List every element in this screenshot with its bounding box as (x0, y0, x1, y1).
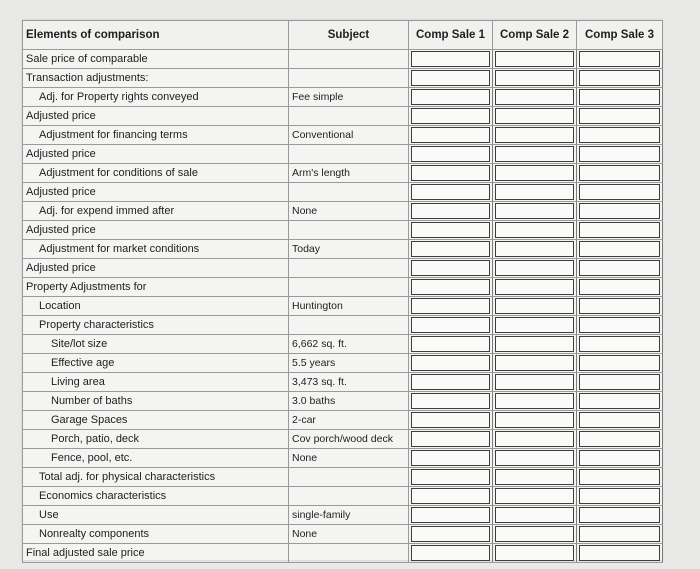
comp-sale-2-cell (493, 506, 577, 525)
comp-sale-1-cell (409, 316, 493, 335)
comp-sale-3-input[interactable] (579, 336, 660, 352)
comp-sale-1-cell (409, 468, 493, 487)
row-label: Adjusted price (23, 145, 289, 164)
subject-value: Huntington (289, 297, 409, 316)
comp-sale-1-input[interactable] (411, 526, 490, 542)
comp-sale-3-cell (577, 107, 663, 126)
comp-sale-2-cell (493, 354, 577, 373)
table-row (23, 544, 663, 563)
subject-value (289, 145, 409, 164)
row-label: Sale price of comparable (23, 50, 289, 69)
comp-sale-2-input[interactable] (495, 507, 574, 523)
comp-sale-2-input[interactable] (495, 526, 574, 542)
comp-sale-1-cell (409, 278, 493, 297)
table-row (23, 506, 663, 525)
row-label: Adj. for expend immed after (23, 202, 289, 221)
subject-value: Conventional (289, 126, 409, 145)
subject-value: 6,662 sq. ft. (289, 335, 409, 354)
comp-sale-1-input[interactable] (411, 260, 490, 276)
table-row (23, 392, 663, 411)
comp-sale-1-input[interactable] (411, 203, 490, 219)
row-label: Property Adjustments for (23, 278, 289, 297)
subject-value (289, 316, 409, 335)
comp-sale-2-input[interactable] (495, 298, 574, 314)
table-row (23, 50, 663, 69)
comp-sale-3-input[interactable] (579, 165, 660, 181)
comp-sale-2-cell (493, 278, 577, 297)
comp-sale-1-cell (409, 506, 493, 525)
header-row (23, 21, 663, 50)
grid-body (23, 50, 663, 563)
comp-sale-2-input[interactable] (495, 165, 574, 181)
comp-sale-3-input[interactable] (579, 507, 660, 523)
subject-value: single-family (289, 506, 409, 525)
table-row (23, 145, 663, 164)
comp-sale-2-cell (493, 221, 577, 240)
comp-sale-2-input[interactable] (495, 146, 574, 162)
comp-sale-3-cell (577, 202, 663, 221)
comp-sale-2-input[interactable] (495, 127, 574, 143)
row-label: Use (23, 506, 289, 525)
subject-value (289, 69, 409, 88)
comp-sale-1-cell (409, 392, 493, 411)
subject-value: Arm's length (289, 164, 409, 183)
comp-sale-2-cell (493, 411, 577, 430)
table-row (23, 373, 663, 392)
comp-sale-2-input[interactable] (495, 488, 574, 504)
subject-value: Cov porch/wood deck (289, 430, 409, 449)
comp-sale-3-cell (577, 506, 663, 525)
row-label: Nonrealty components (23, 525, 289, 544)
row-label: Effective age (23, 354, 289, 373)
comp-sale-3-input[interactable] (579, 526, 660, 542)
comp-sale-3-cell (577, 373, 663, 392)
comp-sale-1-input[interactable] (411, 70, 490, 86)
table-row (23, 487, 663, 506)
comp-sale-3-cell (577, 411, 663, 430)
comp-sale-3-cell (577, 278, 663, 297)
comp-sale-2-cell (493, 126, 577, 145)
comp-sale-1-input[interactable] (411, 507, 490, 523)
comp-sale-1-input[interactable] (411, 431, 490, 447)
comp-sale-1-input[interactable] (411, 184, 490, 200)
comp-sale-2-input[interactable] (495, 70, 574, 86)
comp-sale-3-input[interactable] (579, 260, 660, 276)
row-label: Adj. for Property rights conveyed (23, 88, 289, 107)
comp-sale-1-cell (409, 88, 493, 107)
comp-sale-3-input[interactable] (579, 450, 660, 466)
comp-sale-2-cell (493, 392, 577, 411)
comp-sale-2-cell (493, 335, 577, 354)
comp-sale-1-cell (409, 259, 493, 278)
subject-value (289, 468, 409, 487)
comp-sale-3-input[interactable] (579, 70, 660, 86)
comp-sale-2-cell (493, 297, 577, 316)
worksheet (22, 20, 662, 560)
comp-sale-1-input[interactable] (411, 355, 490, 371)
comp-sale-3-input[interactable] (579, 488, 660, 504)
comp-sale-3-input[interactable] (579, 412, 660, 428)
comp-sale-2-input[interactable] (495, 241, 574, 257)
comp-sale-2-input[interactable] (495, 184, 574, 200)
comp-sale-2-cell (493, 240, 577, 259)
comp-sale-1-cell (409, 183, 493, 202)
comp-sale-3-input[interactable] (579, 146, 660, 162)
table-row (23, 164, 663, 183)
comp-sale-2-cell (493, 50, 577, 69)
comp-sale-3-cell (577, 183, 663, 202)
table-row (23, 202, 663, 221)
comp-sale-1-cell (409, 525, 493, 544)
row-label: Location (23, 297, 289, 316)
comp-sale-3-input[interactable] (579, 431, 660, 447)
comp-sale-1-cell (409, 354, 493, 373)
comp-sale-1-cell (409, 430, 493, 449)
row-label: Property characteristics (23, 316, 289, 335)
comp-sale-3-cell (577, 316, 663, 335)
table-row (23, 335, 663, 354)
table-row (23, 525, 663, 544)
table-row (23, 297, 663, 316)
table-row (23, 430, 663, 449)
comp-sale-2-input[interactable] (495, 108, 574, 124)
subject-value: Today (289, 240, 409, 259)
comp-sale-2-cell (493, 107, 577, 126)
subject-value: 3.0 baths (289, 392, 409, 411)
table-row (23, 411, 663, 430)
comp-sale-2-input[interactable] (495, 89, 574, 105)
subject-value: Fee simple (289, 88, 409, 107)
comp-sale-3-cell (577, 145, 663, 164)
row-label: Adjustment for conditions of sale (23, 164, 289, 183)
comp-sale-3-input[interactable] (579, 317, 660, 333)
header-comp-sale-3: Comp Sale 3 (577, 21, 663, 50)
comp-sale-3-cell (577, 259, 663, 278)
row-label: Adjusted price (23, 221, 289, 240)
comp-sale-2-cell (493, 88, 577, 107)
subject-value (289, 107, 409, 126)
comp-sale-2-cell (493, 259, 577, 278)
subject-value (289, 278, 409, 297)
comp-sale-3-cell (577, 221, 663, 240)
table-row (23, 183, 663, 202)
comp-sale-1-input[interactable] (411, 393, 490, 409)
comp-sale-1-input[interactable] (411, 108, 490, 124)
comp-sale-1-input[interactable] (411, 165, 490, 181)
comp-sale-1-input[interactable] (411, 412, 490, 428)
table-row (23, 88, 663, 107)
subject-value (289, 221, 409, 240)
comp-sale-2-input[interactable] (495, 51, 574, 67)
comp-sale-1-input[interactable] (411, 51, 490, 67)
comp-sale-1-input[interactable] (411, 298, 490, 314)
row-label: Adjusted price (23, 259, 289, 278)
comp-sale-3-cell (577, 88, 663, 107)
row-label: Adjustment for market conditions (23, 240, 289, 259)
header-elements: Elements of comparison (23, 21, 289, 50)
comp-sale-1-cell (409, 373, 493, 392)
comp-sale-3-cell (577, 525, 663, 544)
comp-sale-1-input[interactable] (411, 545, 490, 561)
subject-value (289, 544, 409, 563)
comp-sale-3-input[interactable] (579, 108, 660, 124)
comp-sale-3-input[interactable] (579, 393, 660, 409)
table-row (23, 240, 663, 259)
comp-sale-3-input[interactable] (579, 298, 660, 314)
comp-sale-3-input[interactable] (579, 203, 660, 219)
header-comp-sale-2: Comp Sale 2 (493, 21, 577, 50)
comp-sale-2-cell (493, 316, 577, 335)
comp-sale-1-input[interactable] (411, 146, 490, 162)
table-row (23, 316, 663, 335)
comp-sale-1-input[interactable] (411, 374, 490, 390)
comp-sale-3-input[interactable] (579, 51, 660, 67)
comp-sale-1-cell (409, 487, 493, 506)
comp-sale-2-input[interactable] (495, 431, 574, 447)
comp-sale-1-cell (409, 50, 493, 69)
subject-value (289, 259, 409, 278)
comp-sale-2-cell (493, 525, 577, 544)
comp-sale-1-cell (409, 202, 493, 221)
comp-sale-2-cell (493, 164, 577, 183)
row-label: Adjusted price (23, 107, 289, 126)
comp-sale-1-cell (409, 544, 493, 563)
comp-sale-3-input[interactable] (579, 279, 660, 295)
comp-sale-3-cell (577, 544, 663, 563)
comp-sale-3-cell (577, 430, 663, 449)
comp-sale-3-input[interactable] (579, 241, 660, 257)
comp-sale-2-input[interactable] (495, 279, 574, 295)
comp-sale-1-cell (409, 297, 493, 316)
table-row (23, 221, 663, 240)
comp-sale-2-cell (493, 69, 577, 88)
comp-sale-2-input[interactable] (495, 469, 574, 485)
comp-sale-1-cell (409, 164, 493, 183)
comp-sale-2-cell (493, 202, 577, 221)
header-subject: Subject (289, 21, 409, 50)
row-label: Adjustment for financing terms (23, 126, 289, 145)
comp-sale-2-cell (493, 449, 577, 468)
comp-sale-1-input[interactable] (411, 317, 490, 333)
comp-sale-2-input[interactable] (495, 393, 574, 409)
row-label: Total adj. for physical characteristics (23, 468, 289, 487)
comp-sale-1-cell (409, 107, 493, 126)
comp-sale-1-input[interactable] (411, 127, 490, 143)
comp-sale-1-cell (409, 240, 493, 259)
comp-sale-2-input[interactable] (495, 545, 574, 561)
comp-sale-1-cell (409, 69, 493, 88)
comp-sale-2-cell (493, 430, 577, 449)
row-label: Living area (23, 373, 289, 392)
comp-sale-1-cell (409, 411, 493, 430)
row-label: Porch, patio, deck (23, 430, 289, 449)
comp-sale-3-input[interactable] (579, 222, 660, 238)
comp-sale-1-cell (409, 126, 493, 145)
comp-sale-2-input[interactable] (495, 203, 574, 219)
comparison-grid (22, 20, 663, 563)
row-label: Adjusted price (23, 183, 289, 202)
comp-sale-3-input[interactable] (579, 127, 660, 143)
comp-sale-3-cell (577, 449, 663, 468)
comp-sale-2-cell (493, 487, 577, 506)
comp-sale-3-input[interactable] (579, 374, 660, 390)
comp-sale-3-cell (577, 126, 663, 145)
comp-sale-3-cell (577, 240, 663, 259)
row-label: Number of baths (23, 392, 289, 411)
subject-value (289, 50, 409, 69)
comp-sale-3-cell (577, 164, 663, 183)
comp-sale-2-input[interactable] (495, 260, 574, 276)
comp-sale-2-cell (493, 145, 577, 164)
comp-sale-1-cell (409, 449, 493, 468)
subject-value: 3,473 sq. ft. (289, 373, 409, 392)
comp-sale-2-input[interactable] (495, 317, 574, 333)
comp-sale-3-cell (577, 335, 663, 354)
comp-sale-3-cell (577, 50, 663, 69)
comp-sale-1-cell (409, 145, 493, 164)
comp-sale-3-input[interactable] (579, 355, 660, 371)
comp-sale-3-cell (577, 69, 663, 88)
comp-sale-2-cell (493, 468, 577, 487)
comp-sale-2-cell (493, 373, 577, 392)
comp-sale-2-input[interactable] (495, 450, 574, 466)
row-label: Final adjusted sale price (23, 544, 289, 563)
comp-sale-1-input[interactable] (411, 222, 490, 238)
subject-value: 2-car (289, 411, 409, 430)
comp-sale-1-input[interactable] (411, 450, 490, 466)
comp-sale-3-input[interactable] (579, 469, 660, 485)
row-label: Transaction adjustments: (23, 69, 289, 88)
subject-value: None (289, 202, 409, 221)
comp-sale-1-input[interactable] (411, 336, 490, 352)
comp-sale-1-input[interactable] (411, 488, 490, 504)
table-row (23, 107, 663, 126)
table-row (23, 449, 663, 468)
comp-sale-2-input[interactable] (495, 374, 574, 390)
comp-sale-2-input[interactable] (495, 336, 574, 352)
subject-value: None (289, 449, 409, 468)
comp-sale-3-cell (577, 354, 663, 373)
comp-sale-3-cell (577, 297, 663, 316)
comp-sale-3-input[interactable] (579, 89, 660, 105)
comp-sale-2-input[interactable] (495, 222, 574, 238)
subject-value (289, 183, 409, 202)
row-label: Garage Spaces (23, 411, 289, 430)
comp-sale-2-input[interactable] (495, 412, 574, 428)
table-row (23, 259, 663, 278)
subject-value (289, 487, 409, 506)
comp-sale-2-cell (493, 183, 577, 202)
table-row (23, 468, 663, 487)
comp-sale-3-input[interactable] (579, 184, 660, 200)
comp-sale-1-input[interactable] (411, 89, 490, 105)
comp-sale-1-input[interactable] (411, 279, 490, 295)
comp-sale-1-cell (409, 221, 493, 240)
comp-sale-2-cell (493, 544, 577, 563)
row-label: Economics characteristics (23, 487, 289, 506)
comp-sale-1-cell (409, 335, 493, 354)
subject-value: 5.5 years (289, 354, 409, 373)
table-row (23, 69, 663, 88)
comp-sale-3-cell (577, 487, 663, 506)
comp-sale-3-cell (577, 392, 663, 411)
comp-sale-3-cell (577, 468, 663, 487)
comp-sale-1-input[interactable] (411, 469, 490, 485)
comp-sale-3-input[interactable] (579, 545, 660, 561)
header-comp-sale-1: Comp Sale 1 (409, 21, 493, 50)
comp-sale-2-input[interactable] (495, 355, 574, 371)
row-label: Fence, pool, etc. (23, 449, 289, 468)
table-row (23, 278, 663, 297)
table-row (23, 126, 663, 145)
table-row (23, 354, 663, 373)
comp-sale-1-input[interactable] (411, 241, 490, 257)
row-label: Site/lot size (23, 335, 289, 354)
subject-value: None (289, 525, 409, 544)
